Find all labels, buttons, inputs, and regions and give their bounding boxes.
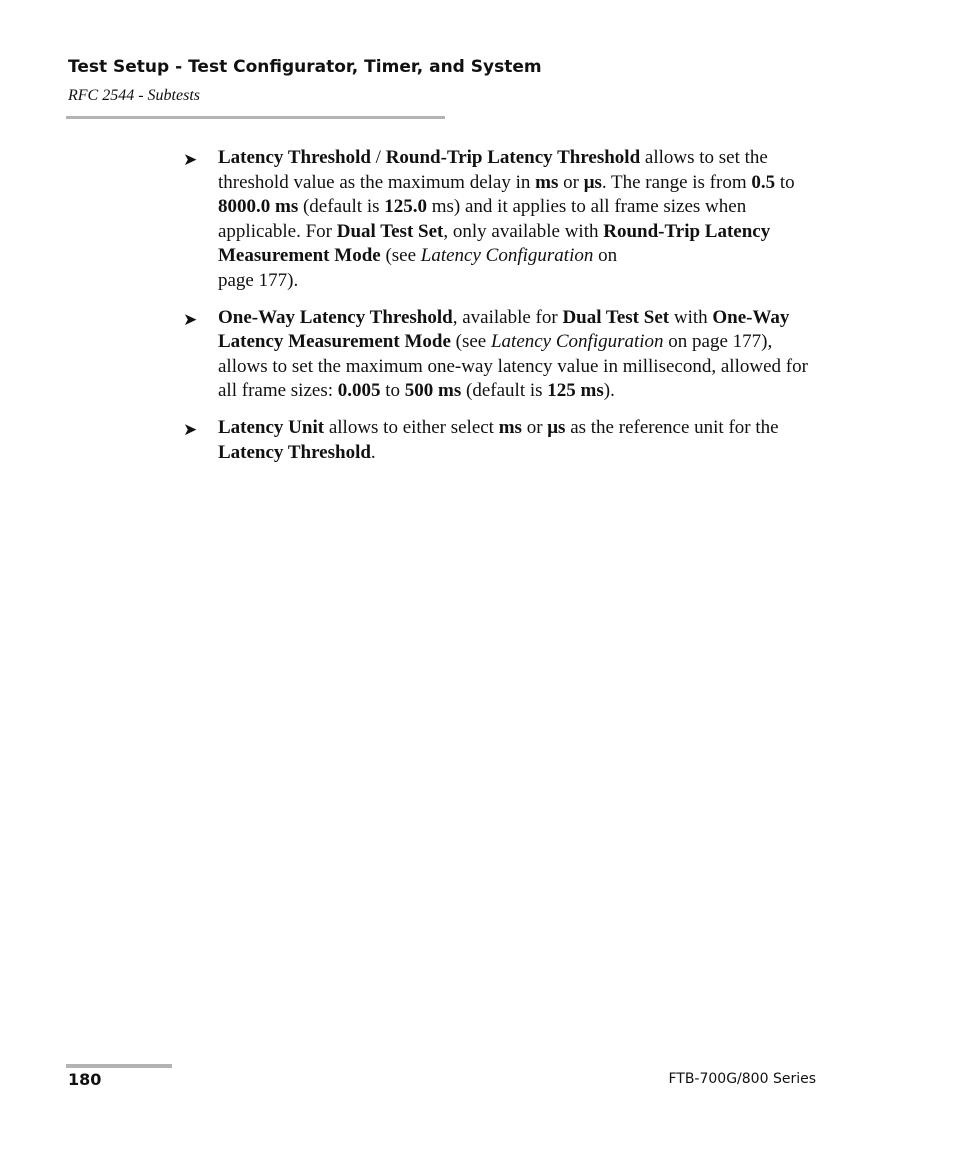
body-text: with xyxy=(669,306,713,328)
bold-term: ms xyxy=(535,171,559,193)
body-text: / xyxy=(370,147,386,168)
bold-term: Latency Unit xyxy=(218,416,325,438)
body-text: on xyxy=(593,245,618,267)
list-item-text xyxy=(218,416,823,465)
bold-term: μs xyxy=(583,171,602,193)
bold-term: 500 ms xyxy=(404,380,462,402)
bold-term: Round-Trip Latency Measurement Mode xyxy=(218,220,771,267)
list-item xyxy=(183,416,823,465)
bold-term: 8000.0 ms xyxy=(218,196,299,218)
footer-divider xyxy=(66,1064,172,1068)
bold-term: 125 ms xyxy=(547,380,604,402)
body-text: , available for xyxy=(452,306,563,328)
body-text: (see xyxy=(450,331,491,353)
body-text: or xyxy=(521,416,548,438)
body-text: (default is xyxy=(298,196,385,218)
bullet-list xyxy=(183,146,823,477)
body-text: allows to set the threshold value as the maximum delay in xyxy=(218,147,768,193)
body-text: allows to either select xyxy=(324,416,499,438)
list-item xyxy=(183,146,823,294)
list-item-text xyxy=(218,306,823,404)
bold-term: ms xyxy=(498,416,522,438)
bold-term: 125.0 xyxy=(384,196,427,218)
body-text: or xyxy=(558,171,584,193)
section-title: Test Setup - Test Configurator, Timer, and System xyxy=(68,57,542,77)
page-number: 180 xyxy=(68,1070,102,1089)
body-text: (default is xyxy=(461,380,548,402)
body-text: page 177). xyxy=(218,269,299,291)
bold-term: 0.005 xyxy=(337,380,381,402)
header-divider xyxy=(66,116,445,119)
bold-term: One-Way Latency Measurement Mode xyxy=(218,306,790,353)
bold-term: Latency Threshold xyxy=(218,441,371,463)
bold-term: Round-Trip Latency Threshold xyxy=(385,147,641,168)
product-series: FTB-700G/800 Series xyxy=(668,1071,816,1087)
arrow-bullet-icon: ➤ xyxy=(183,150,198,170)
bold-term: One-Way Latency Threshold xyxy=(218,306,453,328)
body-text: . The range is from xyxy=(601,171,752,193)
bold-term: 0.5 xyxy=(751,171,776,193)
body-text: on page 177), allows to set the maximum one-way latency value in millisecond, allowed for all frame sizes: xyxy=(218,331,808,402)
body-text: ). xyxy=(603,380,615,402)
body-text: to xyxy=(380,380,405,402)
body-text: , only available with xyxy=(443,220,604,242)
cross-reference: Latency Configuration xyxy=(490,331,664,353)
body-text: ms) and it applies to all frame sizes when applicable. For xyxy=(218,196,747,242)
bold-term: Dual Test Set xyxy=(336,220,444,242)
bold-term: Latency Threshold xyxy=(218,147,371,168)
cross-reference: Latency Configuration xyxy=(420,245,594,267)
bold-term: μs xyxy=(547,416,566,438)
body-text: . xyxy=(370,441,376,463)
list-item xyxy=(183,306,823,404)
section-subtitle: RFC 2544 - Subtests xyxy=(68,87,200,104)
arrow-bullet-icon: ➤ xyxy=(183,309,198,330)
list-item-text xyxy=(218,146,823,294)
body-text: as the reference unit for the xyxy=(565,416,779,438)
bold-term: Dual Test Set xyxy=(562,306,670,328)
body-text: (see xyxy=(380,245,421,267)
arrow-bullet-icon: ➤ xyxy=(183,419,198,440)
body-text: to xyxy=(775,171,795,193)
